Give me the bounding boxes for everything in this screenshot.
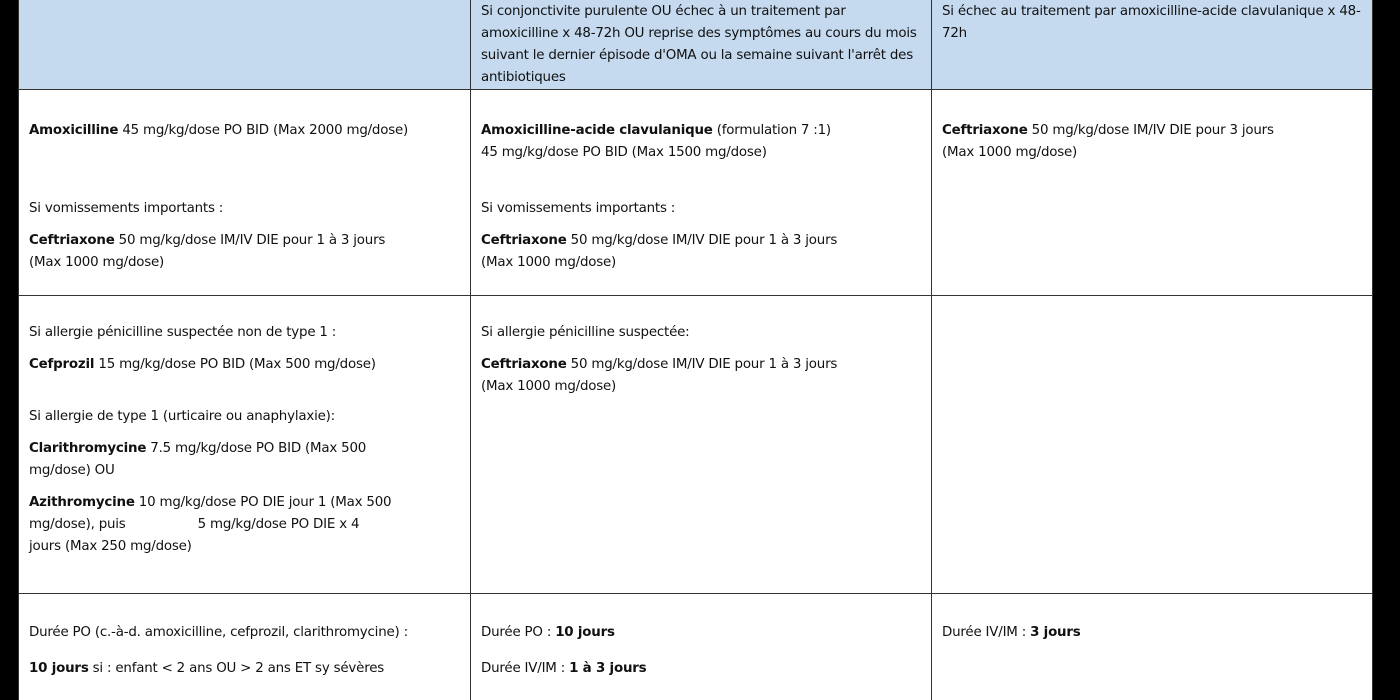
vomiting-label: Si vomissements importants : <box>29 201 224 216</box>
cell-first-line-allergy <box>19 296 471 594</box>
vomiting-label: Si vomissements importants : <box>481 201 676 216</box>
cell-third-line-duration <box>932 594 1373 700</box>
drug-name: Cefprozil <box>29 357 95 372</box>
max-dose-note: (Max 1000 mg/dose) <box>29 255 165 270</box>
iv-duration-line: Durée IV/IM : 1 à 3 jours <box>481 661 647 676</box>
alt-dose-line: Ceftriaxone 50 mg/kg/dose IM/IV DIE pour 1 à 3 jours <box>29 233 386 248</box>
dose-line: Ceftriaxone 50 mg/kg/dose IM/IV DIE pour 3 jours <box>942 123 1274 138</box>
dose-line: Clarithromycine 7.5 mg/kg/dose PO BID (Max 500 <box>29 441 367 456</box>
drug-name: Ceftriaxone <box>481 357 567 372</box>
drug-name: Ceftriaxone <box>481 233 567 248</box>
iv-duration-line: Durée IV/IM : 3 jours <box>942 625 1081 640</box>
cell-first-line-duration <box>19 594 471 700</box>
dose-line: Cefprozil 15 mg/kg/dose PO BID (Max 500 mg/dose) <box>29 357 376 372</box>
dose-continuation: mg/dose), puis 5 mg/kg/dose PO DIE x 4 <box>29 517 360 532</box>
antibiotic-treatment-table <box>18 0 1373 700</box>
dose-line: Amoxicilline 45 mg/kg/dose PO BID (Max 2000 mg/dose) <box>29 123 409 138</box>
header-second-line-text: Si conjonctivite purulente OU échec à un traitement par amoxicilline x 48-72h OU reprise des symptômes au cours du mois suivant le dernier épisode d'OMA ou la semaine suivant l'arrêt des antibiotiques <box>481 4 917 85</box>
max-dose-note: (Max 1000 mg/dose) <box>481 379 617 394</box>
cell-first-line-dosing <box>19 90 471 296</box>
drug-name: Azithromycine <box>29 495 135 510</box>
table-row-allergy <box>19 296 1373 594</box>
duration-value: 10 jours <box>29 661 89 676</box>
cell-second-line-duration <box>471 594 932 700</box>
dose-line: Amoxicilline-acide clavulanique (formulation 7 :1) <box>481 123 831 138</box>
header-cell-third-line <box>932 0 1373 90</box>
dose-continuation: jours (Max 250 mg/dose) <box>29 539 192 554</box>
table-header-row <box>19 0 1373 90</box>
max-dose-note: (Max 1000 mg/dose) <box>942 145 1078 160</box>
duration-value: 10 jours <box>555 625 615 640</box>
duration-label: Durée PO (c.-à-d. amoxicilline, cefprozil, clarithromycine) : <box>29 625 408 640</box>
dose-line: Azithromycine 10 mg/kg/dose PO DIE jour 1 (Max 500 <box>29 495 392 510</box>
table-row-dosing <box>19 90 1373 296</box>
dose-continuation: mg/dose) OU <box>29 463 115 478</box>
drug-name: Ceftriaxone <box>29 233 115 248</box>
duration-value: 3 jours <box>1030 625 1081 640</box>
header-cell-second-line <box>471 0 932 90</box>
right-black-border <box>1372 0 1400 700</box>
duration-value: 1 à 3 jours <box>569 661 647 676</box>
cell-second-line-dosing <box>471 90 932 296</box>
left-black-border <box>0 0 18 700</box>
cell-third-line-allergy <box>932 296 1373 594</box>
allergy-type1-label: Si allergie de type 1 (urticaire ou anaphylaxie): <box>29 409 335 424</box>
drug-name: Clarithromycine <box>29 441 147 456</box>
allergy-label: Si allergie pénicilline suspectée non de type 1 : <box>29 325 337 340</box>
drug-name: Ceftriaxone <box>942 123 1028 138</box>
drug-name: Amoxicilline <box>29 123 119 138</box>
drug-name: Amoxicilline-acide clavulanique <box>481 123 713 138</box>
cell-second-line-allergy <box>471 296 932 594</box>
duration-line: 10 jours si : enfant < 2 ans OU > 2 ans ET sy sévères <box>29 661 385 676</box>
max-dose-note: (Max 1000 mg/dose) <box>481 255 617 270</box>
header-cell-first-line <box>19 0 471 90</box>
allergy-label: Si allergie pénicilline suspectée: <box>481 325 690 340</box>
dose-line: Ceftriaxone 50 mg/kg/dose IM/IV DIE pour 1 à 3 jours <box>481 357 838 372</box>
cell-third-line-dosing <box>932 90 1373 296</box>
po-duration-line: Durée PO : 10 jours <box>481 625 615 640</box>
table-row-duration <box>19 594 1373 700</box>
alt-dose-line: Ceftriaxone 50 mg/kg/dose IM/IV DIE pour 1 à 3 jours <box>481 233 838 248</box>
header-third-line-text: Si échec au traitement par amoxicilline-acide clavulanique x 48-72h <box>942 4 1361 41</box>
dose-detail: 45 mg/kg/dose PO BID (Max 1500 mg/dose) <box>481 145 767 160</box>
